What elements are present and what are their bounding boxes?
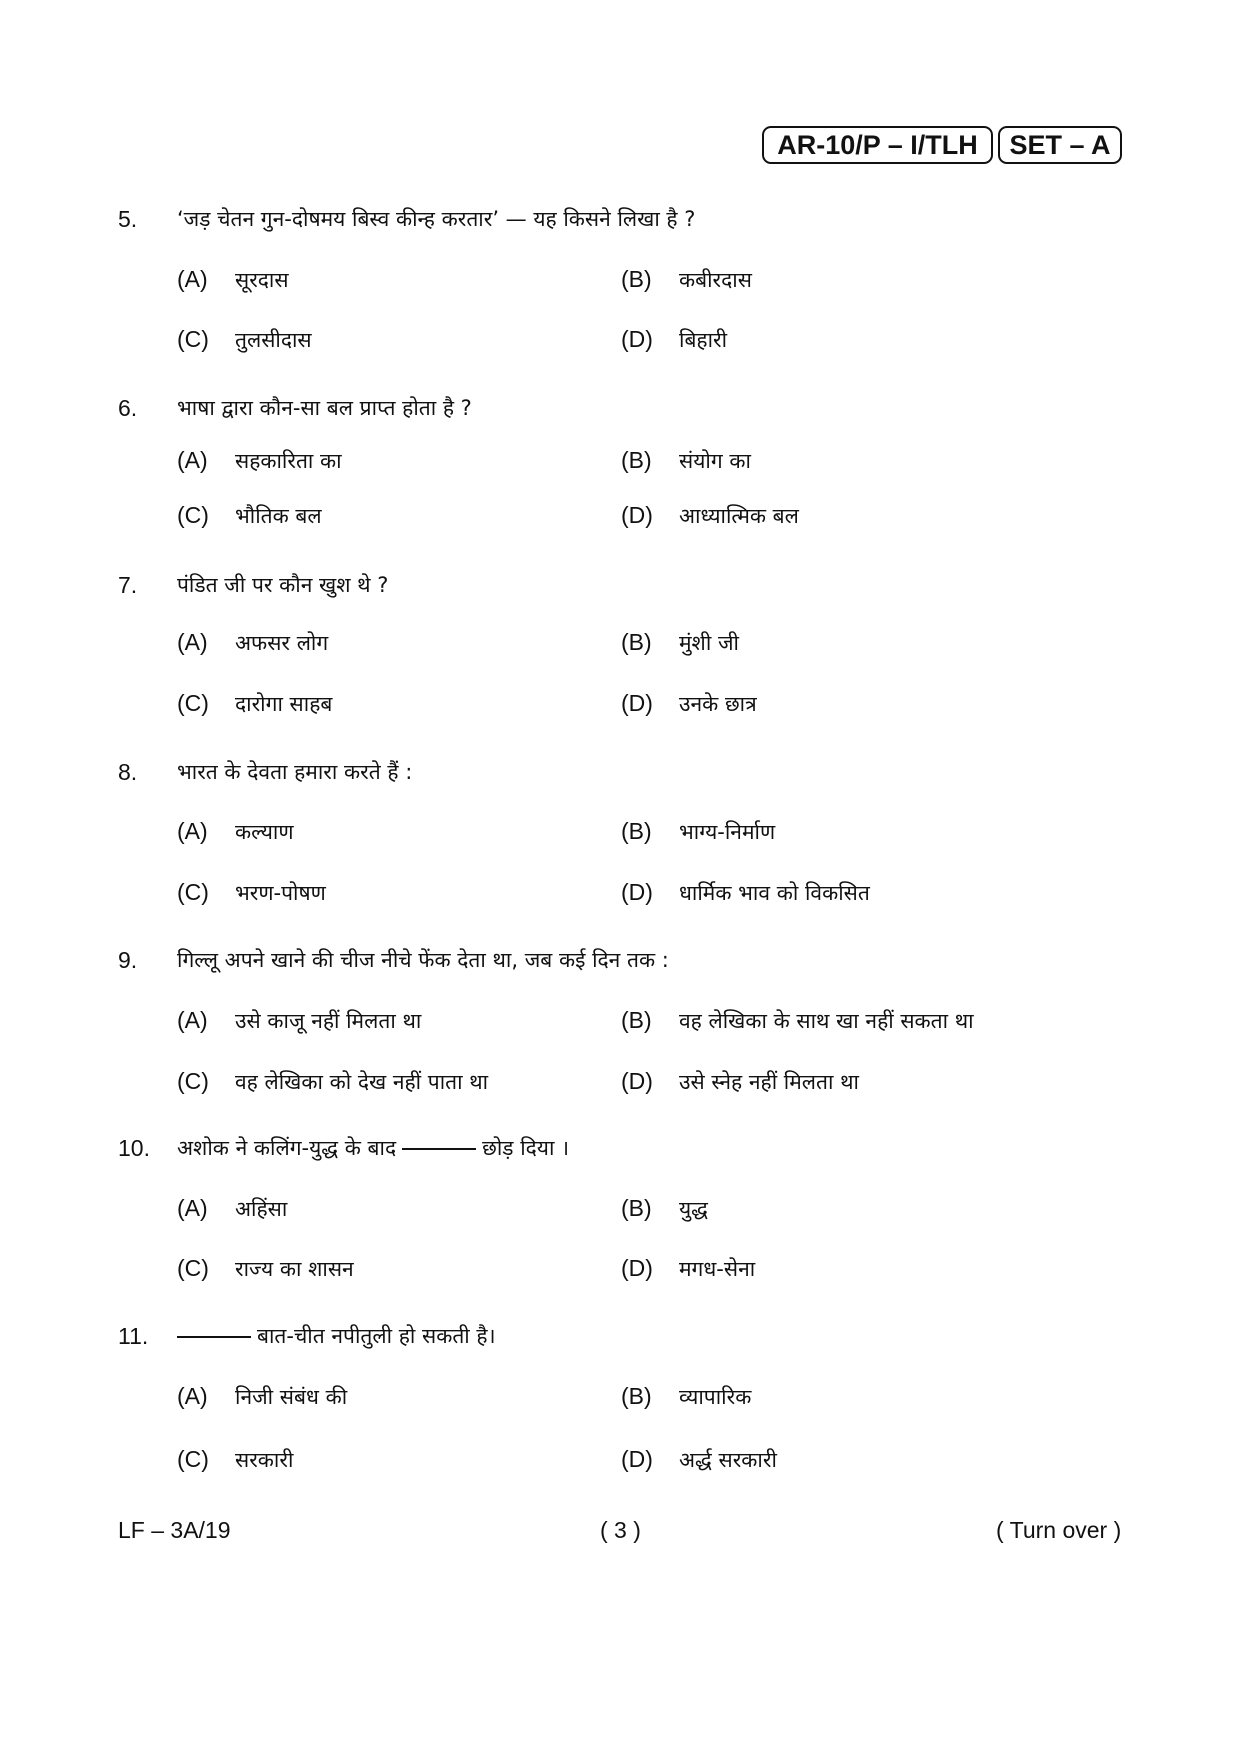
option-b: [621, 264, 752, 295]
page-number: ( 3 ): [600, 1517, 641, 1543]
option-d: [621, 324, 727, 355]
question-9: [0, 945, 1240, 1115]
question-number: 10.: [118, 1135, 150, 1161]
option-letter: (C): [177, 690, 209, 716]
option-b: [621, 627, 739, 658]
option-c: [177, 1066, 488, 1097]
question-6: [0, 393, 1240, 563]
question-5: [0, 204, 1240, 374]
set-box: [998, 126, 1122, 164]
option-text: बिहारी: [679, 328, 728, 352]
option-a: [177, 816, 294, 847]
option-letter: (B): [621, 266, 652, 292]
option-text: मुंशी जी: [679, 631, 739, 655]
option-letter: (A): [177, 629, 208, 655]
option-a: [177, 1005, 421, 1036]
option-d: [621, 877, 870, 908]
question-11: [0, 1321, 1240, 1491]
question-text: पंडित जी पर कौन खुश थे ?: [177, 573, 389, 597]
set-label: SET – A: [1009, 129, 1111, 160]
question-text: [177, 1133, 569, 1163]
option-letter: (D): [621, 1255, 653, 1281]
option-text: व्यापारिक: [679, 1385, 752, 1409]
question-number: 8.: [118, 759, 138, 785]
option-text: उसे काजू नहीं मिलता था: [235, 1009, 422, 1033]
option-letter: (B): [621, 629, 652, 655]
option-text: आध्यात्मिक बल: [679, 504, 799, 528]
option-letter: (D): [621, 879, 653, 905]
option-b: [621, 1005, 974, 1036]
option-text: राज्य का शासन: [235, 1257, 354, 1281]
option-letter: (A): [177, 266, 208, 292]
option-a: [177, 627, 328, 658]
option-a: [177, 1193, 287, 1224]
option-text: युद्ध: [679, 1197, 708, 1221]
option-letter: (B): [621, 1383, 652, 1409]
question-text: भाषा द्वारा कौन-सा बल प्राप्त होता है ?: [177, 396, 472, 420]
option-letter: (A): [177, 1195, 208, 1221]
option-letter: (B): [621, 447, 652, 473]
option-b: [621, 816, 775, 847]
option-letter: (C): [177, 502, 209, 528]
option-text: भौतिक बल: [235, 504, 322, 528]
option-text: निजी संबंध की: [235, 1385, 348, 1409]
question-text-after-blank: बात-चीत नपीतुली हो सकती है।: [257, 1324, 496, 1348]
paper-code: AR-10/P – I/TLH: [777, 129, 978, 160]
option-text: अर्द्ध सरकारी: [679, 1448, 777, 1472]
option-b: [621, 445, 751, 476]
option-text: मगध-सेना: [679, 1257, 756, 1281]
option-text: उसे स्नेह नहीं मिलता था: [679, 1070, 859, 1094]
turn-over-label: ( Turn over ): [996, 1517, 1122, 1543]
option-letter: (B): [621, 1195, 652, 1221]
option-text: भरण-पोषण: [235, 881, 326, 905]
question-10: [0, 1133, 1240, 1303]
fill-in-blank: [402, 1148, 476, 1150]
option-b: [621, 1381, 751, 1412]
question-text: गिल्लू अपने खाने की चीज नीचे फेंक देता था, जब कई दिन तक :: [177, 948, 669, 972]
option-d: [621, 500, 799, 531]
question-text: [177, 1321, 496, 1351]
option-b: [621, 1193, 708, 1224]
option-letter: (C): [177, 326, 209, 352]
question-number: 7.: [118, 572, 138, 598]
fill-in-blank: [177, 1336, 251, 1338]
option-letter: (D): [621, 326, 653, 352]
option-letter: (A): [177, 818, 208, 844]
question-text-before-blank: अशोक ने कलिंग-युद्ध के बाद: [177, 1136, 397, 1160]
option-a: [177, 445, 342, 476]
option-c: [177, 324, 312, 355]
question-text: भारत के देवता हमारा करते हैं :: [177, 760, 413, 784]
question-7: [0, 570, 1240, 740]
option-letter: (D): [621, 502, 653, 528]
option-text: वह लेखिका के साथ खा नहीं सकता था: [679, 1009, 974, 1033]
option-d: [621, 688, 757, 719]
option-text: उनके छात्र: [679, 692, 757, 716]
option-c: [177, 688, 332, 719]
option-c: [177, 1253, 354, 1284]
option-text: सहकारिता का: [235, 449, 342, 473]
question-number: 6.: [118, 395, 138, 421]
paper-code-box: [762, 126, 993, 164]
paper-code-footer: LF – 3A/19: [118, 1517, 231, 1543]
option-d: [621, 1066, 859, 1097]
option-letter: (A): [177, 1383, 208, 1409]
option-letter: (A): [177, 1007, 208, 1033]
question-text-after-blank: छोड़ दिया ।: [482, 1136, 570, 1160]
option-letter: (C): [177, 1446, 209, 1472]
option-text: सूरदास: [235, 268, 289, 292]
option-c: [177, 500, 322, 531]
option-c: [177, 1444, 293, 1475]
option-text: धार्मिक भाव को विकसित: [679, 881, 870, 905]
question-number: 11.: [118, 1323, 149, 1349]
option-letter: (B): [621, 818, 652, 844]
option-text: सरकारी: [235, 1448, 294, 1472]
option-letter: (D): [621, 1446, 653, 1472]
option-d: [621, 1253, 755, 1284]
question-text: ‘जड़ चेतन गुन-दोषमय बिस्व कीन्ह करतार’ — यह किसने लिखा है ?: [177, 207, 696, 231]
option-letter: (C): [177, 879, 209, 905]
option-letter: (B): [621, 1007, 652, 1033]
option-letter: (C): [177, 1255, 209, 1281]
option-text: कबीरदास: [679, 268, 752, 292]
option-text: दारोगा साहब: [235, 692, 333, 716]
option-letter: (D): [621, 690, 653, 716]
option-c: [177, 877, 326, 908]
option-text: तुलसीदास: [235, 328, 312, 352]
question-8: [0, 757, 1240, 927]
option-a: [177, 264, 289, 295]
option-a: [177, 1381, 347, 1412]
option-letter: (D): [621, 1068, 653, 1094]
question-number: 5.: [118, 206, 138, 232]
option-letter: (C): [177, 1068, 209, 1094]
question-number: 9.: [118, 947, 138, 973]
option-letter: (A): [177, 447, 208, 473]
option-text: वह लेखिका को देख नहीं पाता था: [235, 1070, 489, 1094]
option-d: [621, 1444, 777, 1475]
option-text: कल्याण: [235, 820, 294, 844]
option-text: भाग्य-निर्माण: [679, 820, 776, 844]
option-text: अहिंसा: [235, 1197, 288, 1221]
option-text: अफसर लोग: [235, 631, 329, 655]
option-text: संयोग का: [679, 449, 751, 473]
